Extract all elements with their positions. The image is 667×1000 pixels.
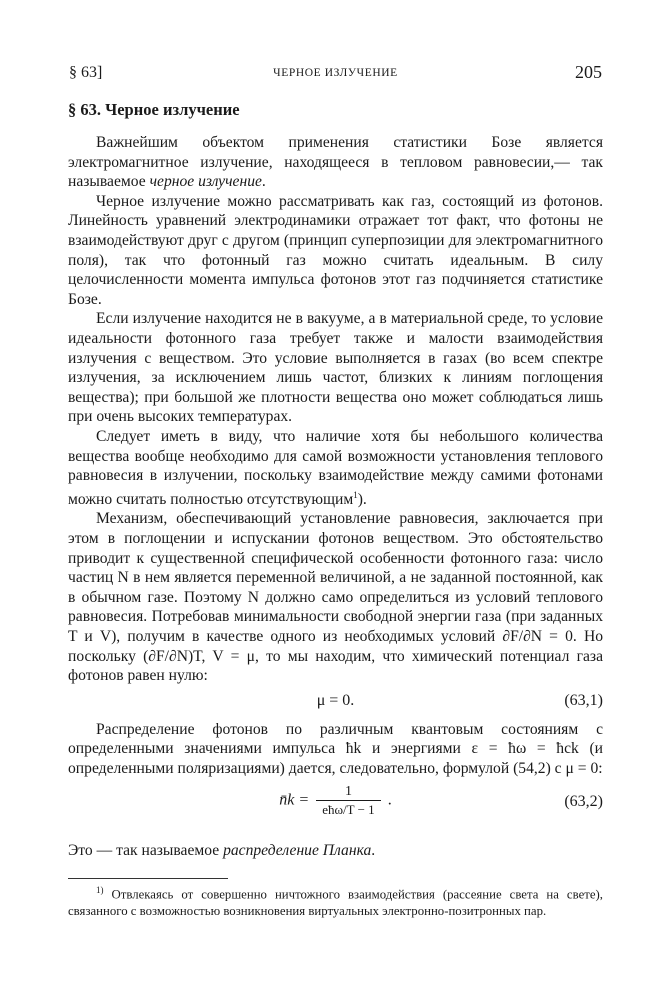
equation-63-2-trail: . <box>387 791 392 809</box>
paragraph-4-tail: ). <box>357 490 367 508</box>
closing-emphasis: распределение Планка <box>223 841 372 859</box>
equation-63-1-formula: μ = 0. <box>316 691 355 709</box>
header-running-title: ЧЕРНОЕ ИЗЛУЧЕНИЕ <box>273 67 398 79</box>
paragraph-6: Распределение фотонов по различным квантовым состояниям с определенными значениями импульса ħk и энергиями ε = ħω = ħck (и определенными поляризациями) дается, следовательно, формулой (54,2) с μ = 0: <box>68 720 603 777</box>
paragraph-3: Если излучение находится не в вакууме, а в материальной среде, то условие идеальности фотонного газа требует также и малости взаимодействия излучения с веществом. Это условие выполняется в газах (во всем спектре излучения, за исключением лишь частот, близких к линиям поглощения вещества); при большой же плотности вещества оно может соблюдаться лишь при очень высоких температурах. <box>68 310 603 426</box>
body-text <box>68 133 603 860</box>
paragraph-5: Механизм, обеспечивающий установление равновесия, заключается при этом в поглощении и испускании фотонов веществом. Это обстоятельство приводит к существенной специфической особенности фотонного газа: число частиц N в нем является переменной величиной, а не заданной постоянной, как в обычном газе. Поэтому N должно само определиться из условий теплового равновесия. Потребовав минимальности свободной энергии газа (при заданных T и V), получим в качестве одного из необходимых условий ∂F/∂N = 0. Но поскольку (∂F/∂N)T, V = μ, то мы находим, что химический потенциал газа фотонов равен нулю: <box>68 510 603 685</box>
planck-formula <box>68 783 603 819</box>
footnote-rule <box>68 878 228 879</box>
equation-63-2-lhs: n̄k = <box>279 791 310 809</box>
paragraph-1 <box>68 133 603 192</box>
header-section-ref: § 63] <box>69 64 103 81</box>
footnote-text: Отвлекаясь от совершенно ничтожного взаимодействия (рассеяние света на свете), связанного с возможностью возникновения виртуальных электронно-позитронных пар. <box>68 887 603 918</box>
fraction <box>316 783 380 819</box>
page-number: 205 <box>575 62 602 82</box>
fraction-numerator: 1 <box>316 783 380 801</box>
section-title: § 63. Черное излучение <box>68 100 240 119</box>
paragraph-4 <box>68 427 603 510</box>
fraction-denominator: eħω/T − 1 <box>322 801 375 817</box>
footnote-mark: 1 <box>353 489 358 500</box>
paragraph-4-text: Следует иметь в виду, что наличие хотя бы небольшого количества вещества вообще необходимо для самой возможности установления теплового равновесия в излучении, поскольку взаимодействие между самими фотонами можно считать полностью отсутствующим <box>68 427 603 508</box>
closing-tail: . <box>371 841 376 859</box>
closing-lead: Это — так называемое <box>68 841 224 859</box>
equation-63-2 <box>68 779 603 837</box>
equation-63-1-number: (63,1) <box>564 691 603 709</box>
paragraph-2: Черное излучение можно рассматривать как газ, состоящий из фотонов. Линейность уравнений электродинамики отражает тот факт, что фотоны не взаимодействуют друг с другом (принцип суперпозиции для электромагнитного поля), так что фотонный газ можно считать идеальным. В силу целочисленности момента импульса фотонов этот газ подчиняется статистике Бозе. <box>68 192 603 308</box>
paragraph-1-main: Важнейшим объектом применения статистики Бозе является электромагнитное излучение, находящееся в тепловом равновесии,— так называемое <box>68 134 603 191</box>
paragraph-1-tail: . <box>261 173 266 191</box>
running-header <box>69 62 602 84</box>
equation-63-1 <box>68 686 603 720</box>
footnote <box>68 882 603 919</box>
closing-line <box>68 841 603 861</box>
paragraph-1-emphasis: черное излучение <box>149 173 262 191</box>
equation-63-2-number: (63,2) <box>564 792 603 810</box>
footnote-marker: 1) <box>96 885 104 895</box>
